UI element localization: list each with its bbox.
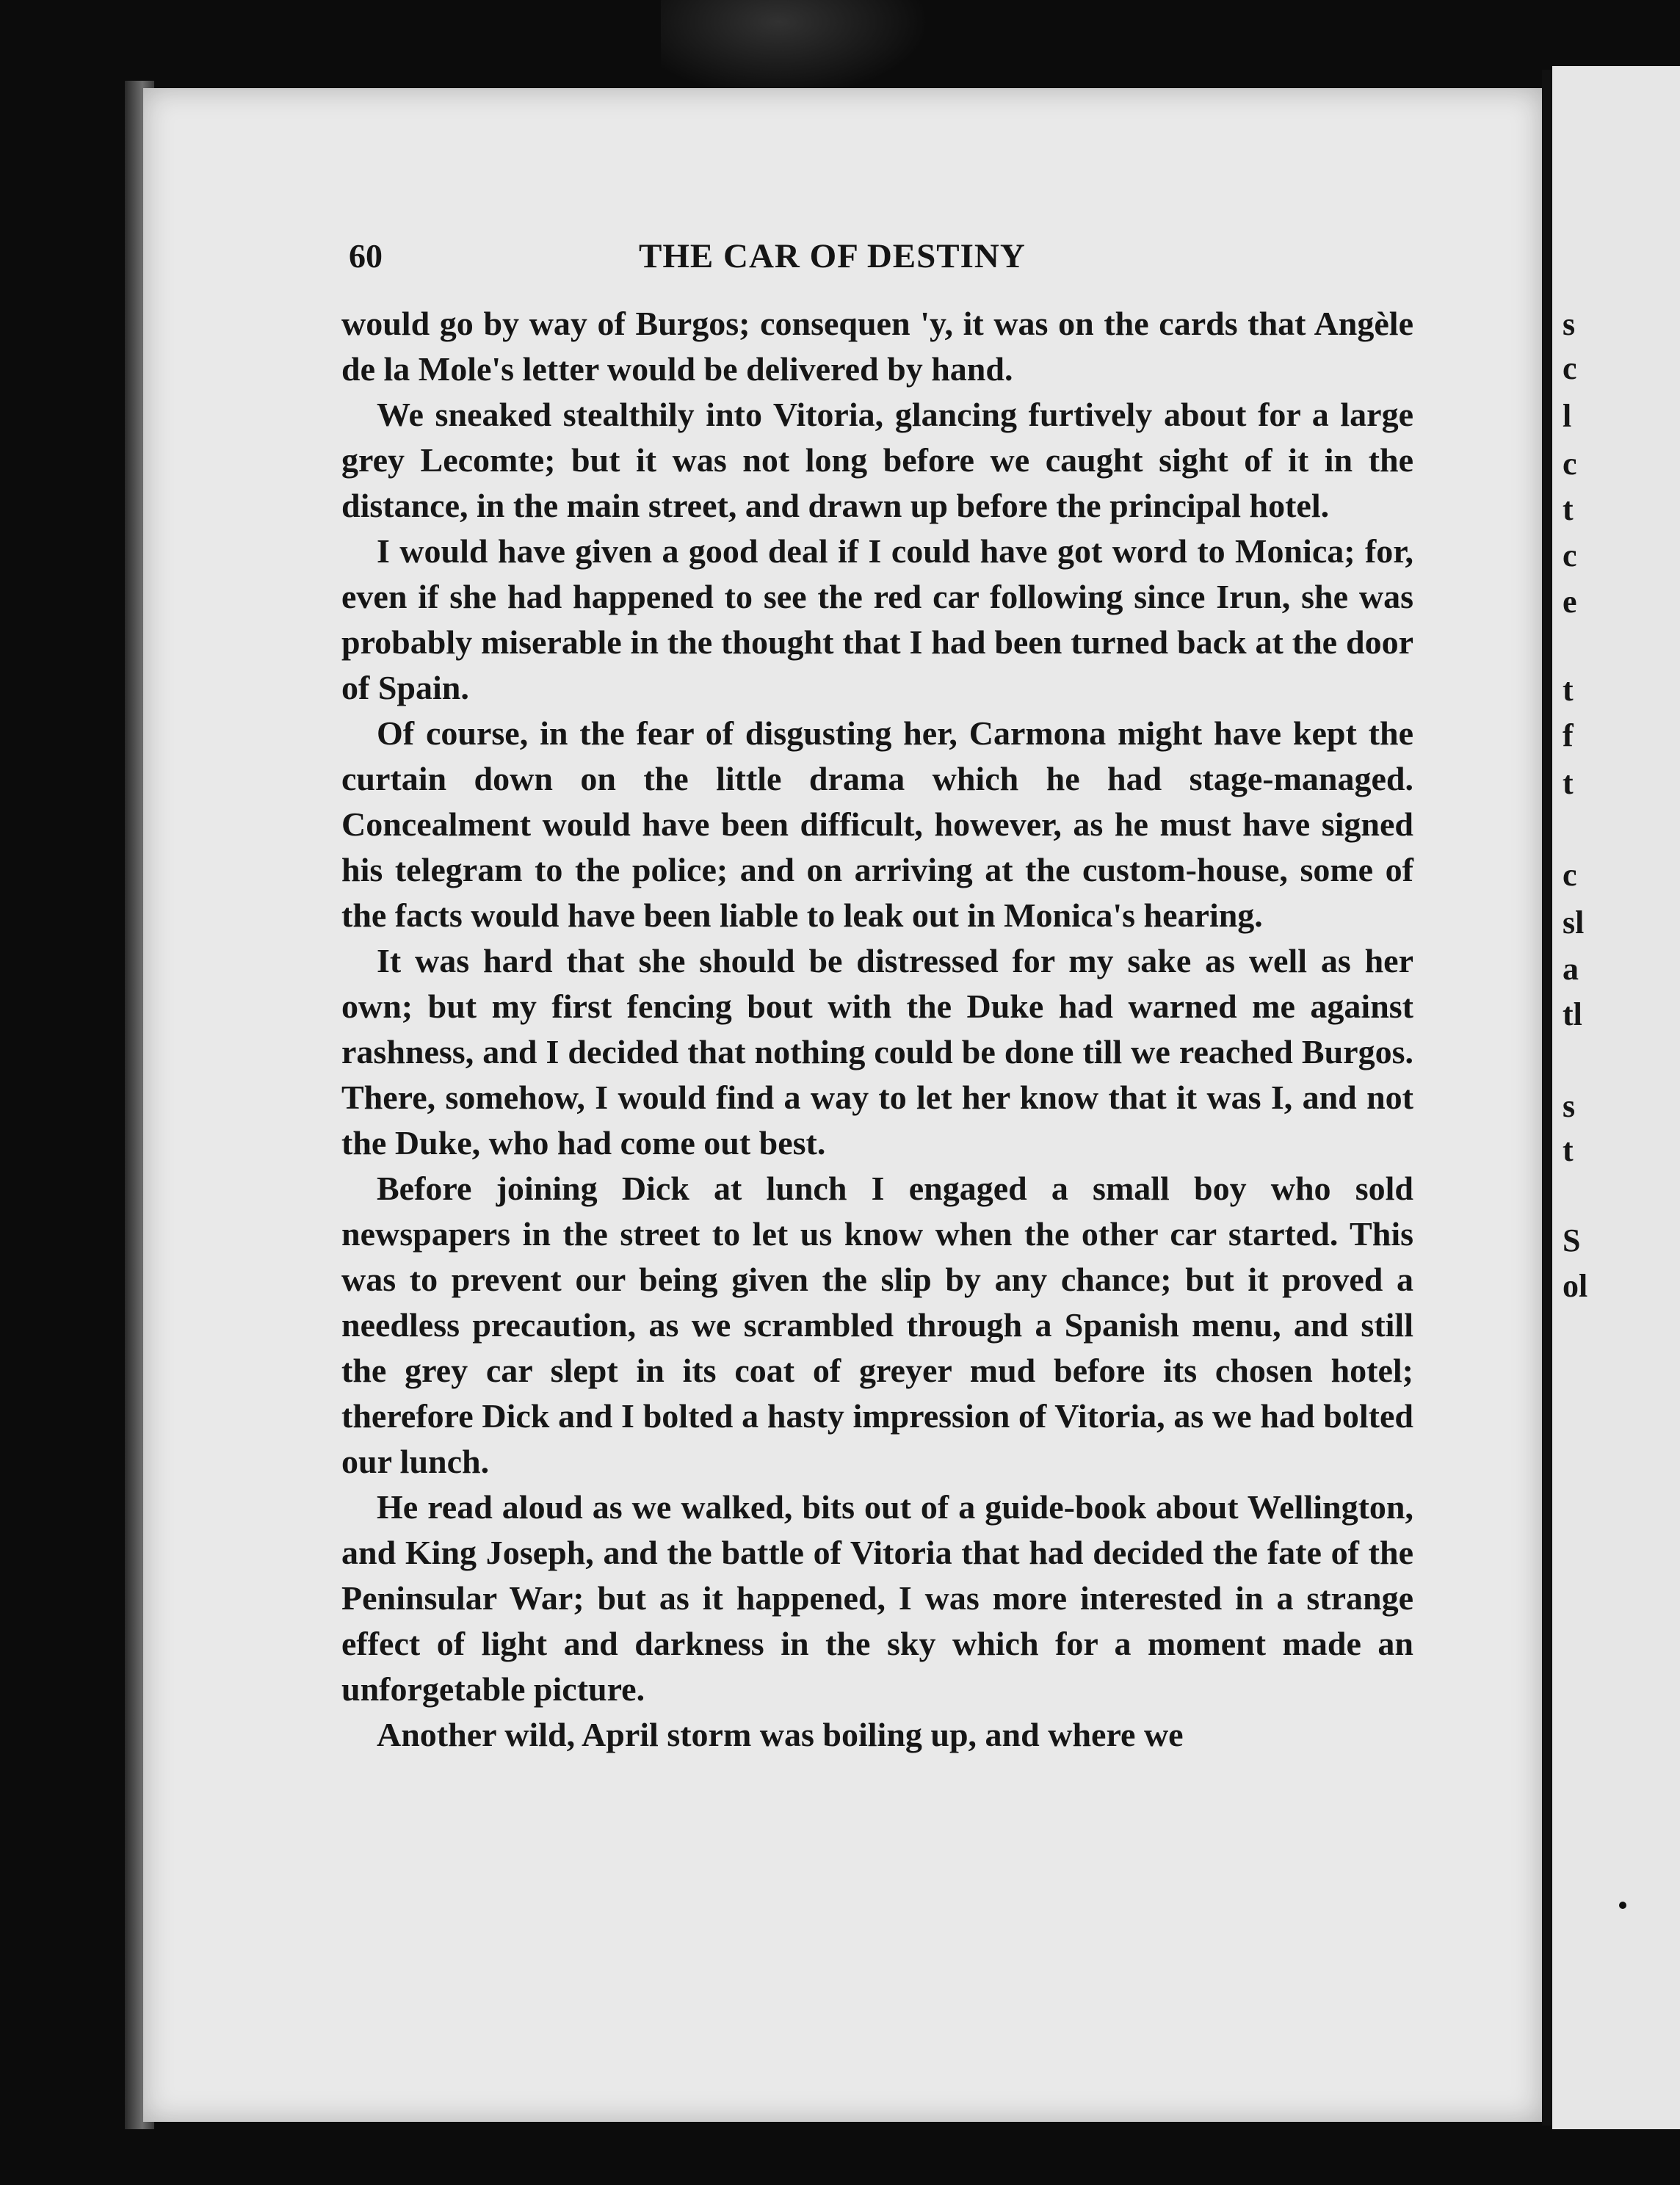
- page-header: [349, 236, 1413, 280]
- facing-page-fragment: l: [1563, 398, 1572, 434]
- facing-page-fragment: c: [1563, 446, 1577, 482]
- page-number: 60: [349, 237, 383, 275]
- speck: [1619, 1902, 1626, 1909]
- facing-page-fragment: tl: [1563, 996, 1582, 1032]
- facing-page-fragment: sl: [1563, 905, 1585, 941]
- facing-page-fragment: t: [1563, 765, 1574, 801]
- facing-page-fragment: t: [1563, 672, 1574, 708]
- body-text: [341, 301, 1413, 1758]
- facing-page-fragment: ol: [1563, 1268, 1588, 1304]
- paragraph: I would have given a good deal if I could have got word to Monica; for, even if she had happened to see the red car following since Irun, she was probably miserable in the thought that I had been turned back at the door of Spain.: [341, 532, 1413, 706]
- facing-page-fragment: a: [1563, 951, 1579, 987]
- facing-page-fragment: t: [1563, 1132, 1574, 1168]
- facing-page-fragment: c: [1563, 537, 1577, 573]
- paragraph: would go by way of Burgos; consequen 'y, it was on the cards that Angèle de la Mole's letter would be delivered by hand.: [341, 305, 1413, 388]
- facing-page-fragment: s: [1563, 306, 1576, 342]
- facing-page-fragment: c: [1563, 857, 1577, 893]
- paragraph: Before joining Dick at lunch I engaged a small boy who sold newspapers in the street to let us know when the other car started. This was to prevent our being given the slip by any chance; but it proved a needless precaution, as we scrambled through a Spanish menu, and still the grey car slept in its coat of greyer mud before its chosen hotel; therefore Dick and I bolted a hasty impression of Vitoria, as we had bolted our lunch.: [341, 1170, 1413, 1480]
- paragraph: Another wild, April storm was boiling up, and where we: [377, 1716, 1184, 1753]
- paragraph: It was hard that she should be distressed for my sake as well as her own; but my first fencing bout with the Duke had warned me against rashness, and I decided that nothing could be done till we reached Burgos. There, somehow, I would find a way to let her know that it was I, and not the Duke, who had come out best.: [341, 942, 1413, 1162]
- running-title: THE CAR OF DESTINY: [639, 237, 1026, 275]
- facing-page-fragment: t: [1563, 491, 1574, 527]
- paragraph: He read aloud as we walked, bits out of a guide-book about Wellington, and King Joseph, and the battle of Vitoria that had decided the fate of the Peninsular War; but as it happened, I was more interested in a strange effect of light and darkness in the sky which for a moment made an unforgetable picture.: [341, 1488, 1413, 1708]
- facing-page-fragment: e: [1563, 584, 1577, 620]
- facing-page-fragment: s: [1563, 1088, 1576, 1124]
- page-gutter: [1542, 70, 1552, 2126]
- facing-page-fragment: c: [1563, 350, 1577, 386]
- paragraph: We sneaked stealthily into Vitoria, glancing furtively about for a large grey Lecomte; but it was not long before we caught sight of it in the distance, in the main street, and drawn up before the principal hotel.: [341, 396, 1413, 524]
- facing-page-fragment: f: [1563, 717, 1574, 753]
- paragraph: Of course, in the fear of disgusting her, Carmona might have kept the curtain down on the little drama which he had stage-managed. Concealment would have been difficult, however, as he must have signed his telegram to the police; and on arriving at the custom-house, some of the facts would have been liable to leak out in Monica's hearing.: [341, 714, 1413, 934]
- facing-page-fragment: S: [1563, 1222, 1581, 1258]
